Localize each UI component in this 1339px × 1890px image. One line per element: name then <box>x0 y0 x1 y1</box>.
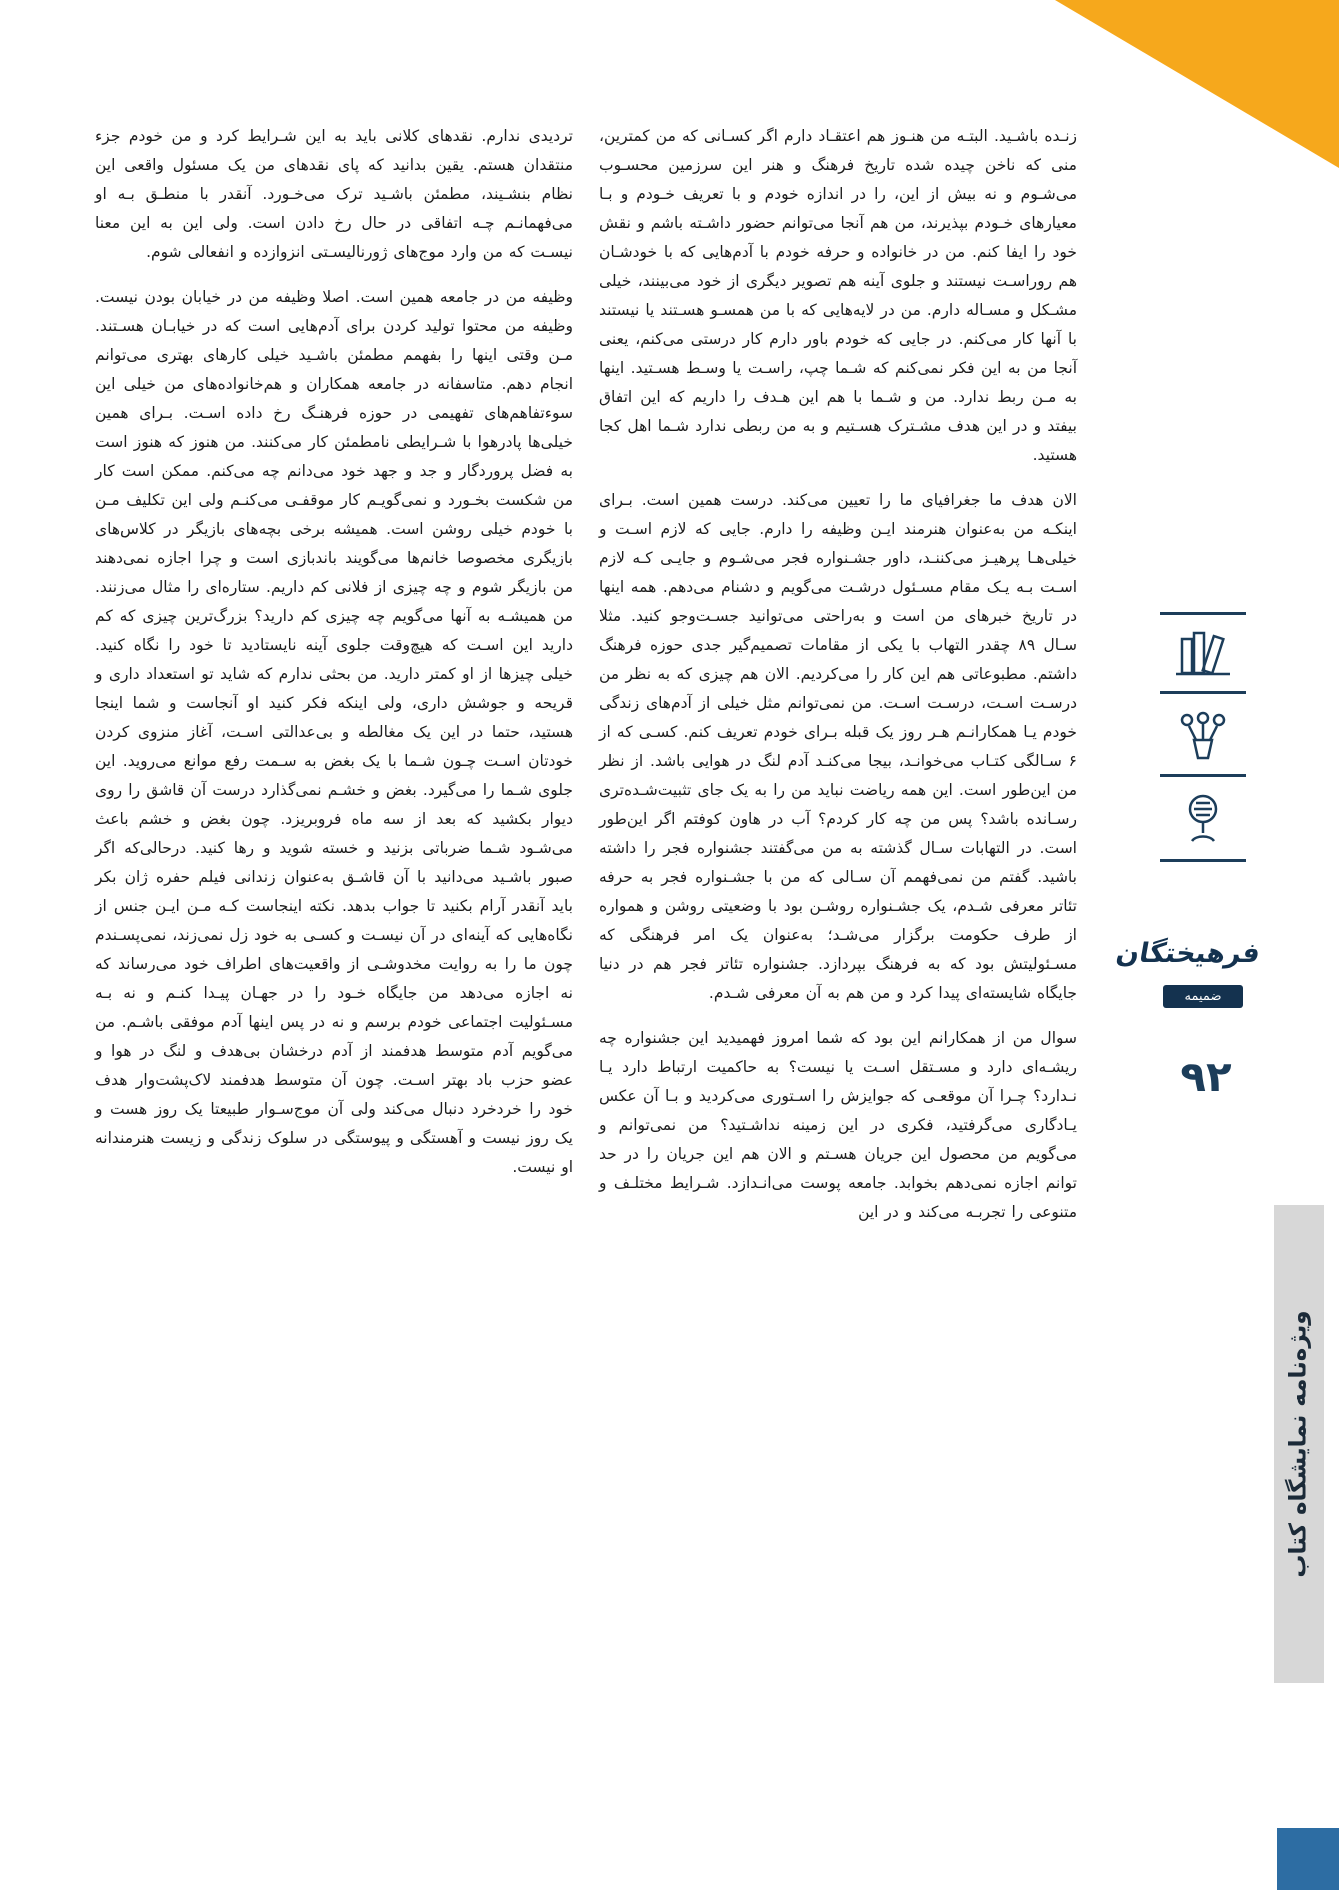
paragraph: زنـده باشـید. البتـه من هنـوز هم اعتقـاد دارم اگر کسـانی که من کمترین، منی که ناخن چیده شده تاریخ فرهنگ و هنر این سرزمین محسـوب می‌شـوم و نه بیش از این، را در اندازه خودم و با تعریف خـودم و بـا معیارهای خـودم بپذیرند، من هم آنجا می‌توانم حضور داشـته باشم و نقش خود را ایفا کنم. من در خانواده و حرفه خودم با آدم‌هایی که با خودشـان هم روراسـت نیستند و جلوی آینه هم تصویر دیگری از خود می‌بینند، خیلی مشـکل و مسـاله دارم. من در لایه‌هایی که با من همسـو هسـتند یا نیستند با آنها کار می‌کنم. در جایی که خودم باور دارم کار درستی می‌کنم، یعنی آنجا من به این فکر نمی‌کنم که شـما چپ، راسـت یا وسـط هسـتید. اینها به مـن ربط ندارد. من و شـما با هم این هـدف را داریم که این اتفاق بیفتد و در این هدف مشـترک هسـتیم و به من ربطی ندارد شـما اهل کجا هستید. <box>599 127 1077 464</box>
edition-vertical-label: ویژه‌نامه نمایشگاه کتاب <box>1285 1310 1312 1578</box>
flowers-icon <box>1174 706 1232 762</box>
microphone-icon <box>1174 789 1232 847</box>
books-icon <box>1174 627 1232 679</box>
text-column-left <box>95 122 573 1243</box>
shelf-cell <box>1160 615 1246 694</box>
paragraph: سوال من از همکارانم این بود که شما امروز فهمیدید این جشنواره چه ریشـه‌ای دارد و مسـتقل اسـت یا نیست؟ به حاکمیت ارتباط دارد یـا نـدارد؟ چـرا آن موقعـی که جوایزش را اسـتوری می‌کردید و بـا آن عکس یـادگاری می‌گرفتید، فکری در این زمینه نداشـتید؟ من نمی‌توانم و می‌گویم من محصول این جریان هسـتم و الان هم این جریان را در حد توانم اجازه نمی‌دهم بخوابد. جامعه پوست می‌انـدازد. شـرایط مختلـف و متنوعی را تجربـه می‌کند و در این <box>599 1029 1077 1221</box>
corner-triangle-decoration <box>1055 0 1339 168</box>
paragraph: تردیدی ندارم. نقدهای کلانی باید به این شـرایط کرد و من خودم جزء منتقدان هستم. یقین بدانید که پای نقدهای من یک مسئول واقعی این نظام بنشـیند، مطمئن باشـید ترک می‌خـورد. آنقدر با منطـق بـه او می‌فهمانـم چـه اتفاقی در حال رخ دادن است. ولی این به این معنا نیسـت که من وارد موج‌های ژورنالیسـتی انزوازده و انفعالی شوم. <box>95 127 573 261</box>
shelf-cell <box>1160 694 1246 777</box>
corner-square-decoration <box>1277 1828 1339 1890</box>
sidebar-icon-shelf <box>1160 612 1246 862</box>
brand-logo: فرهیختگان <box>1113 938 1263 969</box>
paragraph: الان هدف ما جغرافیای ما را تعیین می‌کند. درست همین است. بـرای اینکـه من به‌عنوان هنرمند ایـن وظیفه را دارم. جایی که لازم اسـت و خیلی‌هـا پرهیـز می‌کننـد، داور جشـنواره فجر می‌شـوم و جایـی کـه لازم اسـت بـه یـک مقام مسـئول درشـت می‌گویم و دشنام می‌دهم. همه اینها در تاریخ خبرهای من است و به‌راحتی می‌توانید جسـت‌وجو کنید. مثلا سـال ۸۹ چقدر التهاب با یکی از مقامات تصمیم‌گیر جدی حوزه فرهنگ داشتم. مطبوعاتی هم این کار را می‌کردیم. الان هم چیزی که به نظر من درسـت اسـت، درسـت اسـت. من نمی‌توانم مثل خیلی از آدم‌های زندگی خودم یـا همکارانـم هـر روز یک قبله بـرای خودم تعریف کنم. کسـی که از ۶ سـالگی کتـاب می‌خوانـد، بیجا می‌کنـد آدم لنگ در هوایی باشد. از نظر من این‌طور است. این همه ریاضت نباید من را به یک جای تثبیت‌شـده‌تری رسـانده باشد؟ پس من چه کار کردم؟ آب در هاون کوفتم اگر این‌طور است. در التهابات سـال گذشته به من می‌گفتند جشنواره فجر را داشته باشید. گفتم من نمی‌فهمم آن سـالی که من با جشـنواره فجر به حرفه تئاتر معرفی شـدم، یک جشـنواره روشـن بود با وضعیتی روشن و همواره از طرف حکومت برگزار می‌شـد؛ به‌عنوان یک امر فرهنگی که مسـئولیتش بود که به فرهنگ بپردازد. جشنواره تئاتر فجر هم در دنیا جایگاه شایسته‌ای پیدا کرد و من هم به آن معرفی شـدم. <box>599 491 1077 1002</box>
article-body <box>95 122 1077 1243</box>
shelf-cell <box>1160 777 1246 862</box>
page-number: ۹۲ <box>1180 1052 1232 1101</box>
text-column-right <box>599 122 1077 1243</box>
edition-vertical-bar <box>1274 1205 1324 1683</box>
paragraph: وظیفه من در جامعه همین است. اصلا وظیفه من در خیابان بودن نیست. وظیفه من محتوا تولید کردن برای آدم‌هایی است که در خیابـان هسـتند. مـن وقتی اینها را بفهمم مطمئن باشـید خیلی کارهای بهتری می‌توانم انجام دهم. متاسفانه در جامعه همکاران و هم‌خانواده‌های من خیلی این سوءتفاهم‌های تفهیمی در حوزه فرهنـگ رخ داده اسـت. بـرای همین خیلی‌ها پادرهوا با شـرایطی نامطمئن کار می‌کنند. من هنوز که هنوز است به فضل پروردگار و جد و جهد خود می‌دانم چه می‌کنم. ممکن است کار من شکست بخـورد و نمی‌گویـم کار موقفـی می‌کنـم ولی این تکلیف مـن با خودم خیلی روشن است. همیشه برخی بچه‌های بازیگر در کلاس‌های بازیگری مخصوصا خانم‌ها می‌گویند باندبازی است و چرا اجازه نمی‌دهند من بازیگر شوم و چه چیزی از فلانی کم داریم. ستاره‌ای را مثال می‌زنند. من همیشـه به آنها می‌گویم چه چیزی کم دارید؟ بزرگ‌ترین چیزی که کم دارید این اسـت که هیچ‌وقت جلوی آینه نایستادید تا خود را نگاه کنید. خیلی چیزها از او کمتر دارید. من بحثی ندارم که شاید تو استعداد داری و قریحه و جوشش داری، ولی اینکه فکر کنید او آنجاست و شما اینجا هستید، حتما در این یک مغالطه و بی‌عدالتی اسـت، آغاز منزوی کردن خودتان اسـت چـون شـما با یک بغض به سـمت رفع موانع می‌روید. این جلوی شـما را می‌گیرد. بغض و خشـم نمی‌گذارد درست آن قاشق را روی دیوار بکشید که بعد از سه ماه فروبریزد. چون بغض و خشم باعث می‌شـود شـما ضرباتی بزنید و خسته شوید و رها کنید. درحالی‌که اگر صبور باشـید می‌دانید با آن قاشـق به‌عنوان زندانی فیلم حفره ژان بکر باید آنقدر آرام بکنید تا جواب بدهد. نکته اینجاست کـه مـن ایـن جنس از نگاه‌هایی که آینه‌ای در آن نیسـت و کسـی به خود زل نمی‌زند، نمی‌پسـندم چون ما را به روایت مخدوشـی از واقعیت‌های اطراف خود می‌رساند که نه اجازه می‌دهد من جایگاه خـود را در جهـان پیـدا کنـم و نه بـه مسـئولیت اجتماعی خودم برسم و نه در پس اینها آدم موفقی باشـم. من می‌گویم آدم متوسط هدفمند از آدم درخشان بی‌هدف و لنگ در هوا و عضو حزب باد بهتر اسـت. چون آن متوسط هدفمند لاک‌پشت‌وار هدف خود را خردخرد دنبال می‌کند ولی آن موج‌سـوار طبیعتا یک روز هست و یک روز نیست و آهستگی و پیوستگی در سلوک زندگی و زیست هنرمندانه او نیست. <box>95 288 573 1176</box>
brand-sublabel: ضمیمه <box>1163 985 1243 1008</box>
